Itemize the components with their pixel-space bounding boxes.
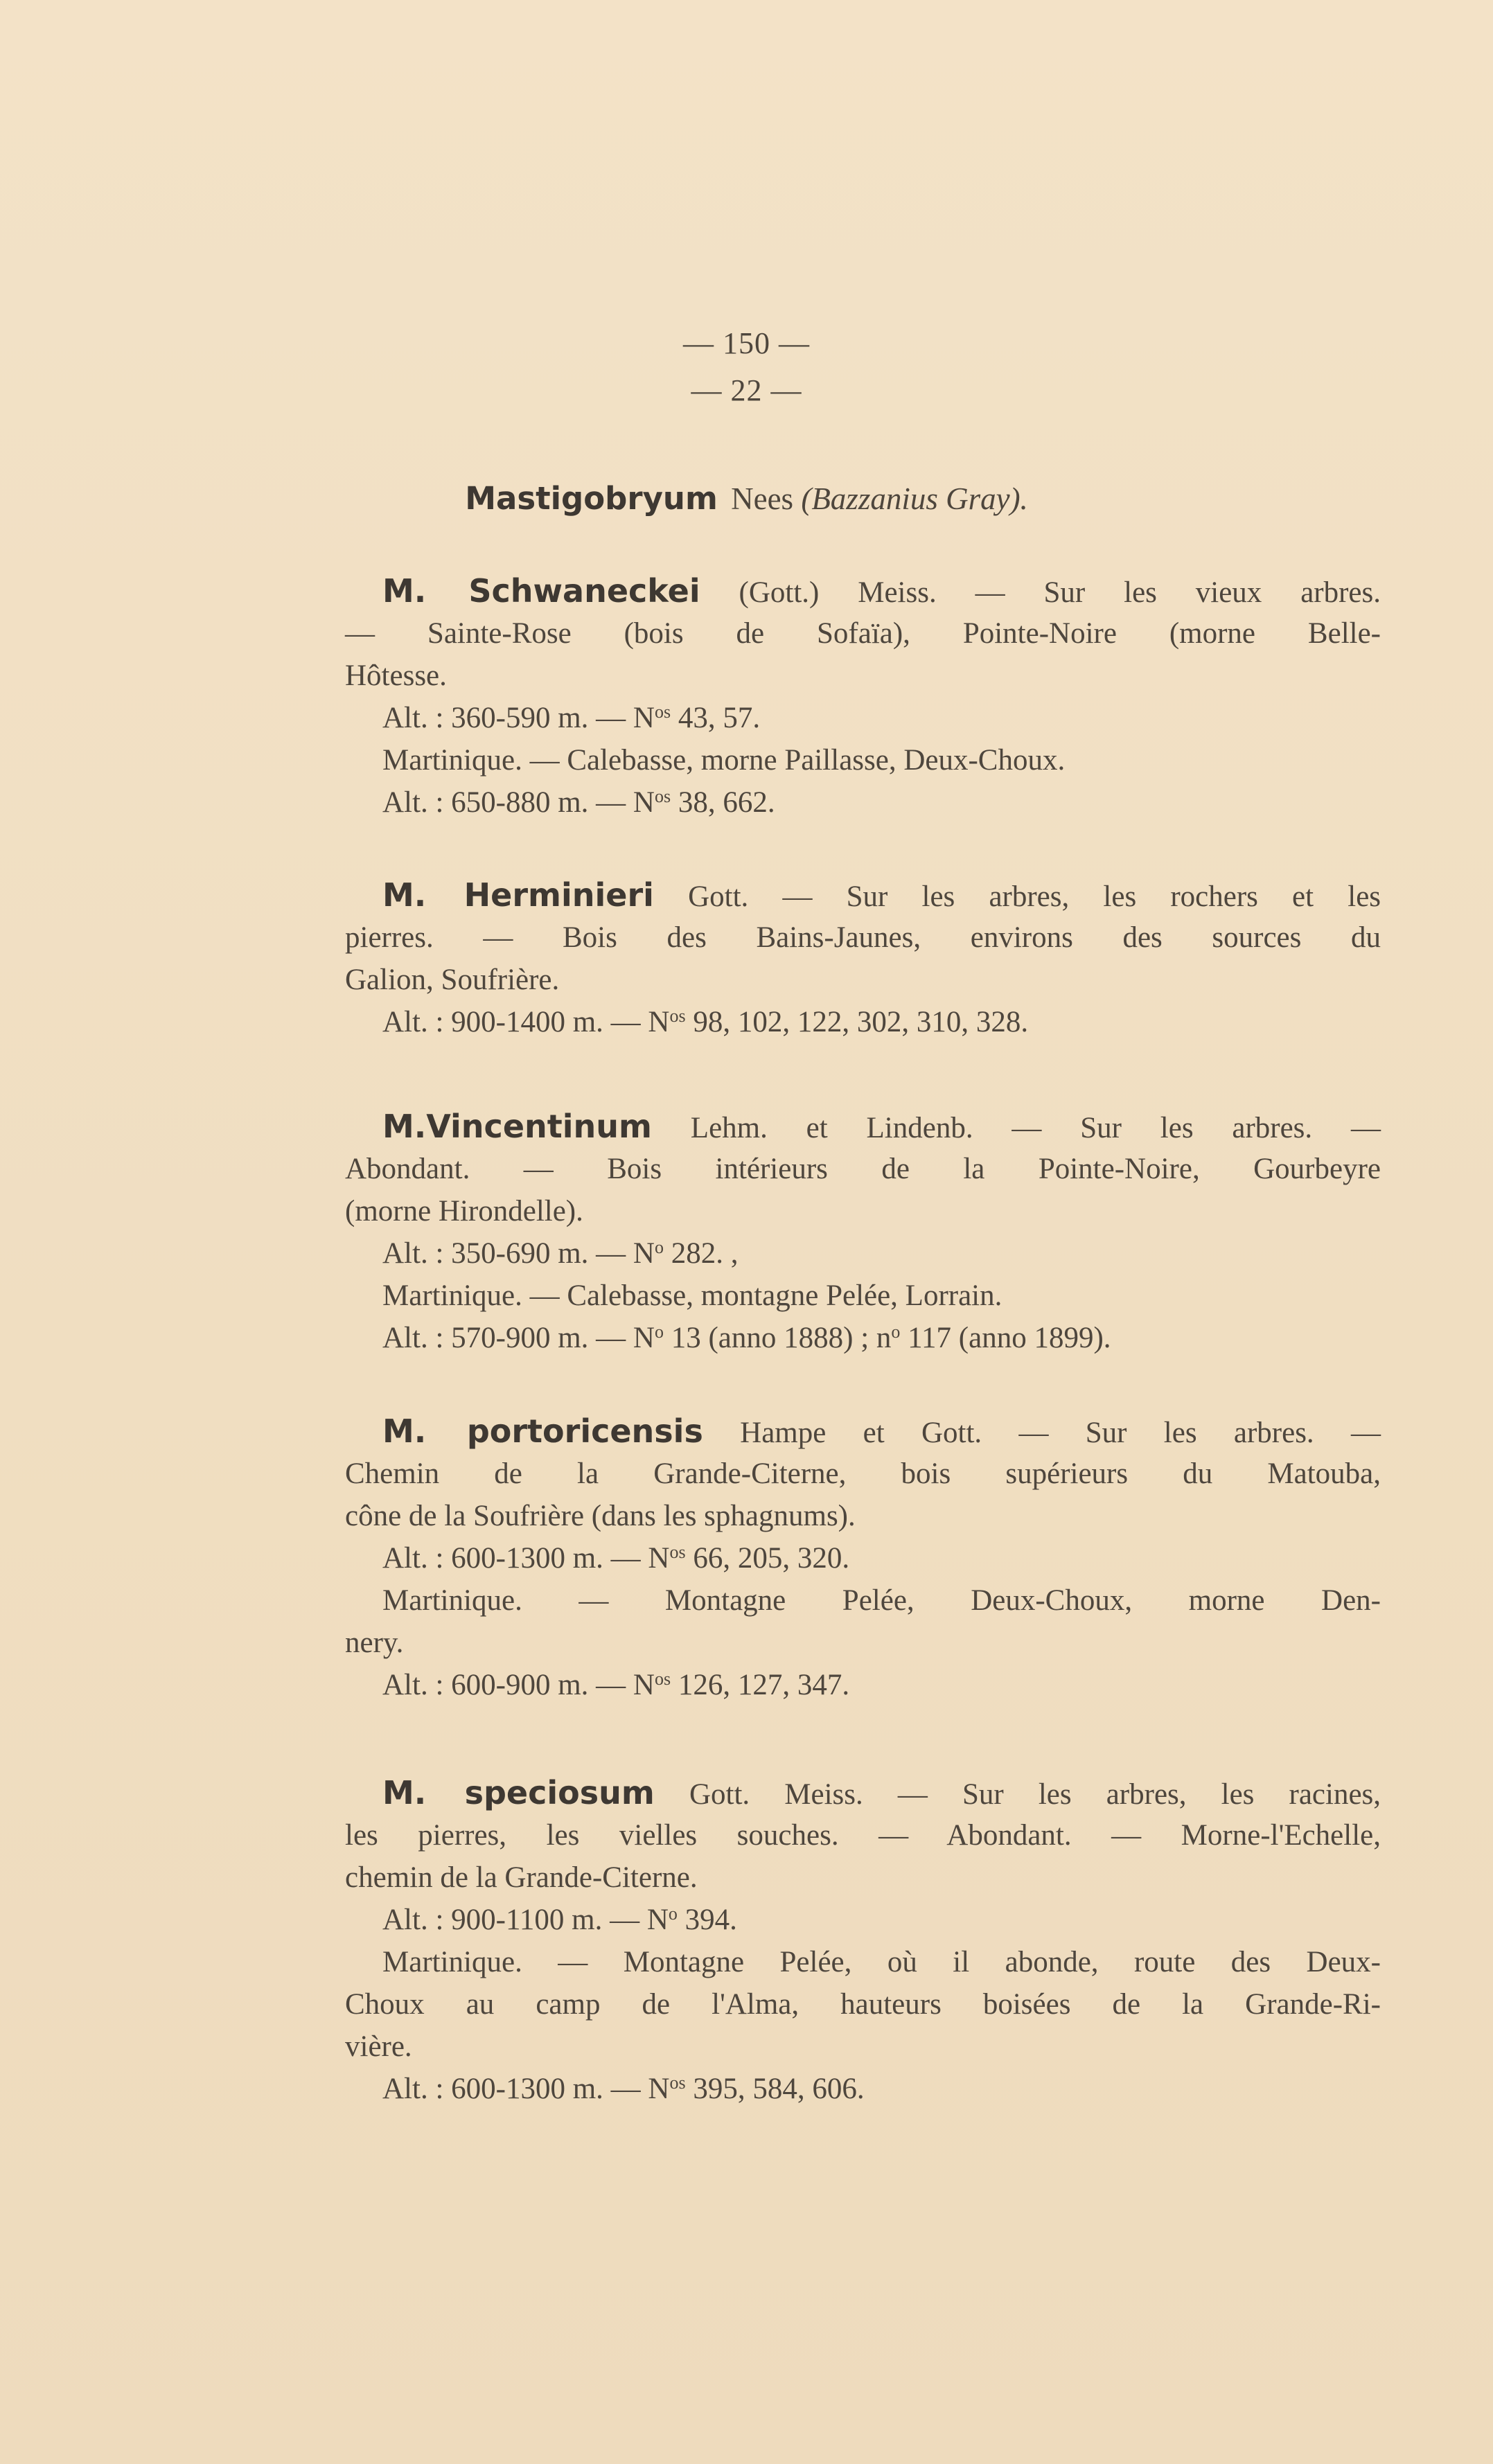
species-name: M. speciosum [382,1774,655,1811]
entry-line: M. Schwaneckei (Gott.) Meiss. — Sur les vieux arbres. [382,572,1381,610]
entry-line: cône de la Soufrière (dans les sphagnums). [345,1500,856,1532]
species-entry-vincentinum [345,1106,1381,1359]
entry-line: Hôtesse. [345,659,447,692]
page-number-150: — 150 — [683,326,810,360]
entry-line: Choux au camp de l'Alma, hauteurs boisées de la Grande-Ri- [345,1988,1381,2021]
entry-line: Abondant. — Bois intérieurs de la Pointe-Noire, Gourbeyre [345,1153,1381,1185]
entry-line: — Sainte-Rose (bois de Sofaïa), Pointe-Noire (morne Belle- [345,617,1381,650]
genus-name: Mastigobryum [465,480,718,517]
species-name: M. Herminieri [382,876,654,914]
entry-line: (morne Hirondelle). [345,1195,583,1227]
entry-line: nery. [345,1627,404,1659]
altitude-line: Alt. : 600-1300 m. — $N^{os}$ 395, 584, 606. [382,2073,865,2105]
martinique-line: Martinique. — Montagne Pelée, Deux-Choux, morne Den- [382,1584,1381,1617]
species-entry-schwaneckei [345,570,1381,824]
altitude-line: Alt. : 600-1300 m. — $N^{os}$ 66, 205, 320. [382,1542,850,1575]
altitude-line: Alt. : 570-900 m. — $N^o$ 13 (anno 1888) ; $n^o$ 117 (anno 1899). [382,1322,1111,1354]
martinique-line: Martinique. — Calebasse, morne Paillasse, Deux-Choux. [382,744,1066,777]
altitude-line: Alt. : 600-900 m. — $N^{os}$ 126, 127, 347. [382,1669,850,1701]
entry-line: Chemin de la Grande-Citerne, bois supérieurs du Matouba, [345,1457,1381,1490]
species-entry-herminieri [345,874,1381,1043]
altitude-line: Alt. : 350-690 m. — $N^o$ 282. , [382,1237,739,1270]
genus-synonym: (Bazzanius Gray). [801,481,1028,516]
altitude-line: Alt. : 900-1100 m. — $N^o$ 394. [382,1904,737,1936]
entry-line: vière. [345,2030,412,2063]
page-number-22: — 22 — [691,373,802,407]
martinique-line: Martinique. — Calebasse, montagne Pelée, Lorrain. [382,1279,1002,1312]
species-name: M.Vincentinum [382,1108,652,1145]
species-entry-portoricensis [345,1410,1381,1706]
altitude-line: Alt. : 650-880 m. — $N^{os}$ 38, 662. [382,786,775,819]
entry-line: M. Herminieri Gott. — Sur les arbres, les rochers et les [382,876,1381,914]
species-name: M. portoricensis [382,1412,703,1450]
entry-line: M. portoricensis Hampe et Gott. — Sur les arbres. — [382,1412,1381,1450]
entry-line: les pierres, les vielles souches. — Abondant. — Morne-l'Echelle, [345,1819,1381,1852]
entry-line: Galion, Soufrière. [345,964,560,996]
entry-line: M. speciosum Gott. Meiss. — Sur les arbres, les racines, [382,1774,1381,1811]
species-entry-speciosum [345,1772,1381,2110]
species-name: M. Schwaneckei [382,572,700,610]
genus-heading [0,479,1493,518]
altitude-line: Alt. : 360-590 m. — $N^{os}$ 43, 57. [382,702,761,734]
entry-line: chemin de la Grande-Citerne. [345,1861,698,1894]
entry-line: M.Vincentinum Lehm. et Lindenb. — Sur les arbres. — [382,1108,1381,1145]
entry-line: pierres. — Bois des Bains-Jaunes, environs des sources du [345,921,1381,954]
altitude-line: Alt. : 900-1400 m. — $N^{os}$ 98, 102, 122, 302, 310, 328. [382,1006,1029,1038]
martinique-line: Martinique. — Montagne Pelée, où il abonde, route des Deux- [382,1946,1381,1978]
genus-author: Nees [731,481,794,516]
